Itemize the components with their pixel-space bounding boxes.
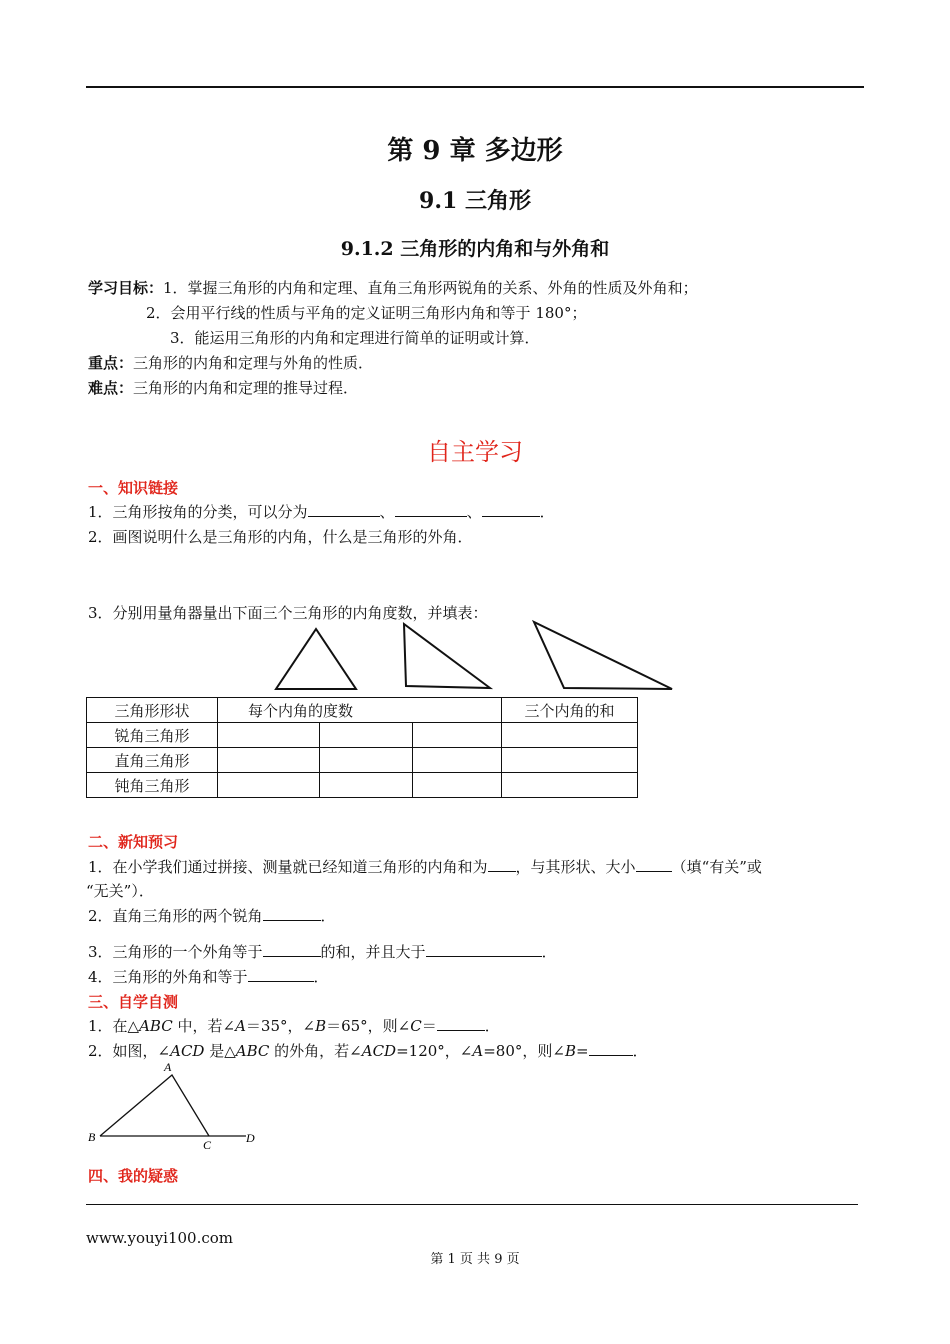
table-header: 三个内角的和 xyxy=(502,698,638,723)
part2-q1-cont: “无关”）． xyxy=(86,882,154,900)
part2-q4: 4．三角形的外角和等于 ． xyxy=(88,968,329,986)
label-A: A xyxy=(164,1060,172,1074)
table-input-cell[interactable] xyxy=(413,748,502,773)
key-point: 重点：三角形的内角和定理与外角的性质． xyxy=(88,354,374,372)
part1-q2: 2．画图说明什么是三角形的内角，什么是三角形的外角． xyxy=(88,528,473,546)
answer-blank[interactable] xyxy=(636,857,672,872)
table-cell: 直角三角形 xyxy=(87,748,218,773)
right-triangle xyxy=(404,624,490,688)
part3-q2: 2．如图，∠ACD 是△ABC 的外角，若∠ACD=120°，∠A=80°，则∠B= ． xyxy=(88,1042,648,1060)
subsection-title: 9.1.2 三角形的内角和与外角和 xyxy=(340,238,610,260)
label-B: B xyxy=(88,1130,96,1144)
part1-q1: 1．三角形按角的分类，可以分为 、 、 ． xyxy=(88,503,555,521)
table-cell: 钝角三角形 xyxy=(87,773,218,798)
table-input-cell[interactable] xyxy=(502,773,638,798)
part4-title: 四、我的疑惑 xyxy=(88,1167,179,1185)
answer-blank[interactable] xyxy=(437,1016,485,1031)
objective-3: 3．能运用三角形的内角和定理进行简单的证明或计算． xyxy=(170,329,540,347)
answer-blank[interactable] xyxy=(488,857,516,872)
answer-blank[interactable] xyxy=(589,1041,633,1056)
table-cell: 锐角三角形 xyxy=(87,723,218,748)
section-title: 9.1 三角形 xyxy=(419,188,531,214)
table-input-cell[interactable] xyxy=(413,723,502,748)
table-input-cell[interactable] xyxy=(502,748,638,773)
difficulty-point: 难点：三角形的内角和定理的推导过程． xyxy=(88,379,359,397)
label-D: D xyxy=(246,1131,255,1145)
part2-q1: 1．在小学我们通过拼接、测量就已经知道三角形的内角和为 ，与其形状、大小 （填“有关”或 xyxy=(88,858,762,876)
part1-q3: 3．分别用量角器量出下面三个三角形的内角度数，并填表： xyxy=(88,604,488,622)
answer-line xyxy=(86,1204,858,1205)
objectives-label: 学习目标： xyxy=(88,279,164,297)
chapter-title: 第 9 章 多边形 xyxy=(387,136,563,166)
obtuse-triangle xyxy=(534,622,672,689)
table-input-cell[interactable] xyxy=(320,773,413,798)
table-header: 每个内角的度数 xyxy=(218,698,502,723)
answer-blank[interactable] xyxy=(426,942,542,957)
objective-1: 学习目标：1．掌握三角形的内角和定理、直角三角形两锐角的关系、外角的性质及外角和； xyxy=(88,279,698,297)
self-study-title: 自主学习 xyxy=(427,438,523,466)
table-input-cell[interactable] xyxy=(320,748,413,773)
geometry-figure xyxy=(0,0,300,1160)
part3-title: 三、自学自测 xyxy=(88,993,179,1011)
table-input-cell[interactable] xyxy=(320,723,413,748)
part1-title: 一、知识链接 xyxy=(88,479,179,497)
label-C: C xyxy=(203,1138,212,1152)
objective-2: 2．会用平行线的性质与平角的定义证明三角形内角和等于 180°； xyxy=(146,304,587,322)
footer-url: www.youyi100.com xyxy=(86,1229,233,1247)
table-input-cell[interactable] xyxy=(413,773,502,798)
part2-title: 二、新知预习 xyxy=(88,833,179,851)
triangle-sides xyxy=(100,1075,209,1136)
table-header: 三角形形状 xyxy=(87,698,218,723)
table-input-cell[interactable] xyxy=(502,723,638,748)
part2-q3: 3．三角形的一个外角等于 的和，并且大于 ． xyxy=(88,943,557,961)
part3-q1: 1．在△ABC 中，若∠A＝35°，∠B＝65°，则∠C＝ ． xyxy=(88,1017,500,1035)
part2-q2: 2．直角三角形的两个锐角 ． xyxy=(88,907,336,925)
page-number: 第 1 页 共 9 页 xyxy=(430,1252,520,1267)
